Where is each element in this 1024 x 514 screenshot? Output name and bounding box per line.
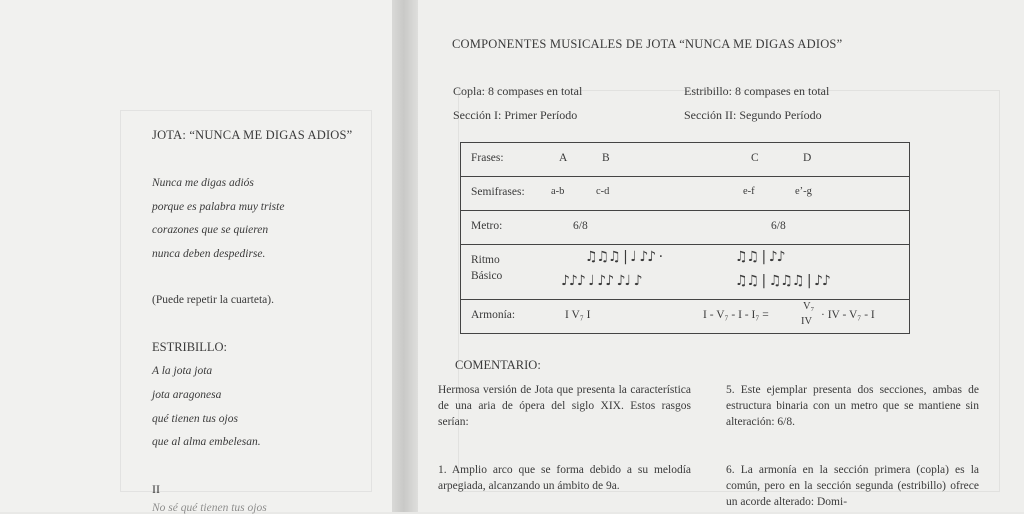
commentary-paragraph: 1. Amplio arco que se forma debido a su melodía arpegiada, alcanzando un ámbito de 9a. xyxy=(438,464,691,492)
section-numeral: II xyxy=(152,482,160,496)
semiphrase: a-b xyxy=(551,186,565,197)
phrase-c: C xyxy=(751,152,759,164)
semiphrase: c-d xyxy=(596,186,610,197)
poem-line: que al alma embelesan. xyxy=(152,436,261,448)
meter-value: 6/8 xyxy=(771,220,786,232)
ritmo-row xyxy=(461,245,910,300)
rhythm-notation: ♫♫ | ♪♪ xyxy=(735,249,785,265)
poem-line: nunca deben despedirse. xyxy=(152,248,266,260)
harmony: · IV - V₇ - I xyxy=(821,309,875,321)
comentario-heading: COMENTARIO: xyxy=(455,358,541,372)
phrase-d: D xyxy=(803,152,812,164)
phrase-a: A xyxy=(559,152,568,164)
commentary-paragraph: 6. La armonía en la sección primera (copla) es la común, pero en la sección segunda (estribillo) ofrece un acorde alterado: Domi- xyxy=(726,464,979,508)
row-label: Ritmo xyxy=(471,254,500,266)
phrase-b: B xyxy=(602,152,610,164)
rhythm-notation: ♫♫ | ♫♫♫ | ♪♪ xyxy=(735,273,830,289)
estribillo-heading: ESTRIBILLO: xyxy=(152,340,227,354)
cut-off-line: No sé qué tienen tus ojos xyxy=(152,502,267,514)
poem-line: Nunca me digas adiós xyxy=(152,177,254,189)
meter-value: 6/8 xyxy=(573,220,588,232)
frases-row xyxy=(461,143,910,177)
semifrases-row xyxy=(461,177,910,211)
armonia-row xyxy=(461,300,910,334)
commentary-paragraph: Hermosa versión de Jota que presenta la característica de una aria de ópera del siglo XIX. Estos rasgos serían: xyxy=(438,384,691,428)
seccion-1-info: Sección I: Primer Período xyxy=(453,108,578,122)
analysis-title: COMPONENTES MUSICALES DE JOTA “NUNCA ME DIGAS ADIOS” xyxy=(452,37,843,51)
book-gutter xyxy=(392,0,418,512)
row-label: Armonía: xyxy=(471,309,516,321)
row-label: Semifrases: xyxy=(471,186,525,198)
poem-title: JOTA: “NUNCA ME DIGAS ADIOS” xyxy=(152,128,353,142)
semiphrase: e-f xyxy=(743,186,755,197)
metro-row xyxy=(461,211,910,245)
estribillo-info: Estribillo: 8 compases en total xyxy=(684,84,830,98)
poem-line: qué tienen tus ojos xyxy=(152,413,238,425)
rhythm-notation: ♫♫♫ | ♩ ♪♪ · xyxy=(585,249,663,265)
harmony-fraction-top: V₇ xyxy=(803,301,815,312)
harmony: I V₇ I xyxy=(565,309,591,321)
poem-line: A la jota jota xyxy=(152,365,213,377)
musical-components-table xyxy=(460,142,910,334)
seccion-2-info: Sección II: Segundo Período xyxy=(684,108,822,122)
commentary-paragraph: 5. Este ejemplar presenta dos secciones, ambas de estructura binaria con un metro que se mantiene sin alteración: 6/8. xyxy=(726,384,979,428)
row-label: Básico xyxy=(471,270,503,282)
semiphrase: e’-g xyxy=(795,186,812,197)
copla-info: Copla: 8 compases en total xyxy=(453,84,583,98)
poem-line: porque es palabra muy triste xyxy=(152,201,285,213)
harmony-fraction-bottom: IV xyxy=(801,316,813,327)
row-label: Frases: xyxy=(471,152,504,164)
harmony: I - V₇ - I - I₇ = xyxy=(703,309,769,321)
row-label: Metro: xyxy=(471,220,503,232)
poem-line: corazones que se quieren xyxy=(152,224,269,236)
poem-line: jota aragonesa xyxy=(152,389,222,401)
repeat-note: (Puede repetir la cuarteta). xyxy=(152,294,274,306)
rhythm-notation: ♪♪♪ ♩ ♪♪ ♪♩ ♪ xyxy=(561,273,642,289)
